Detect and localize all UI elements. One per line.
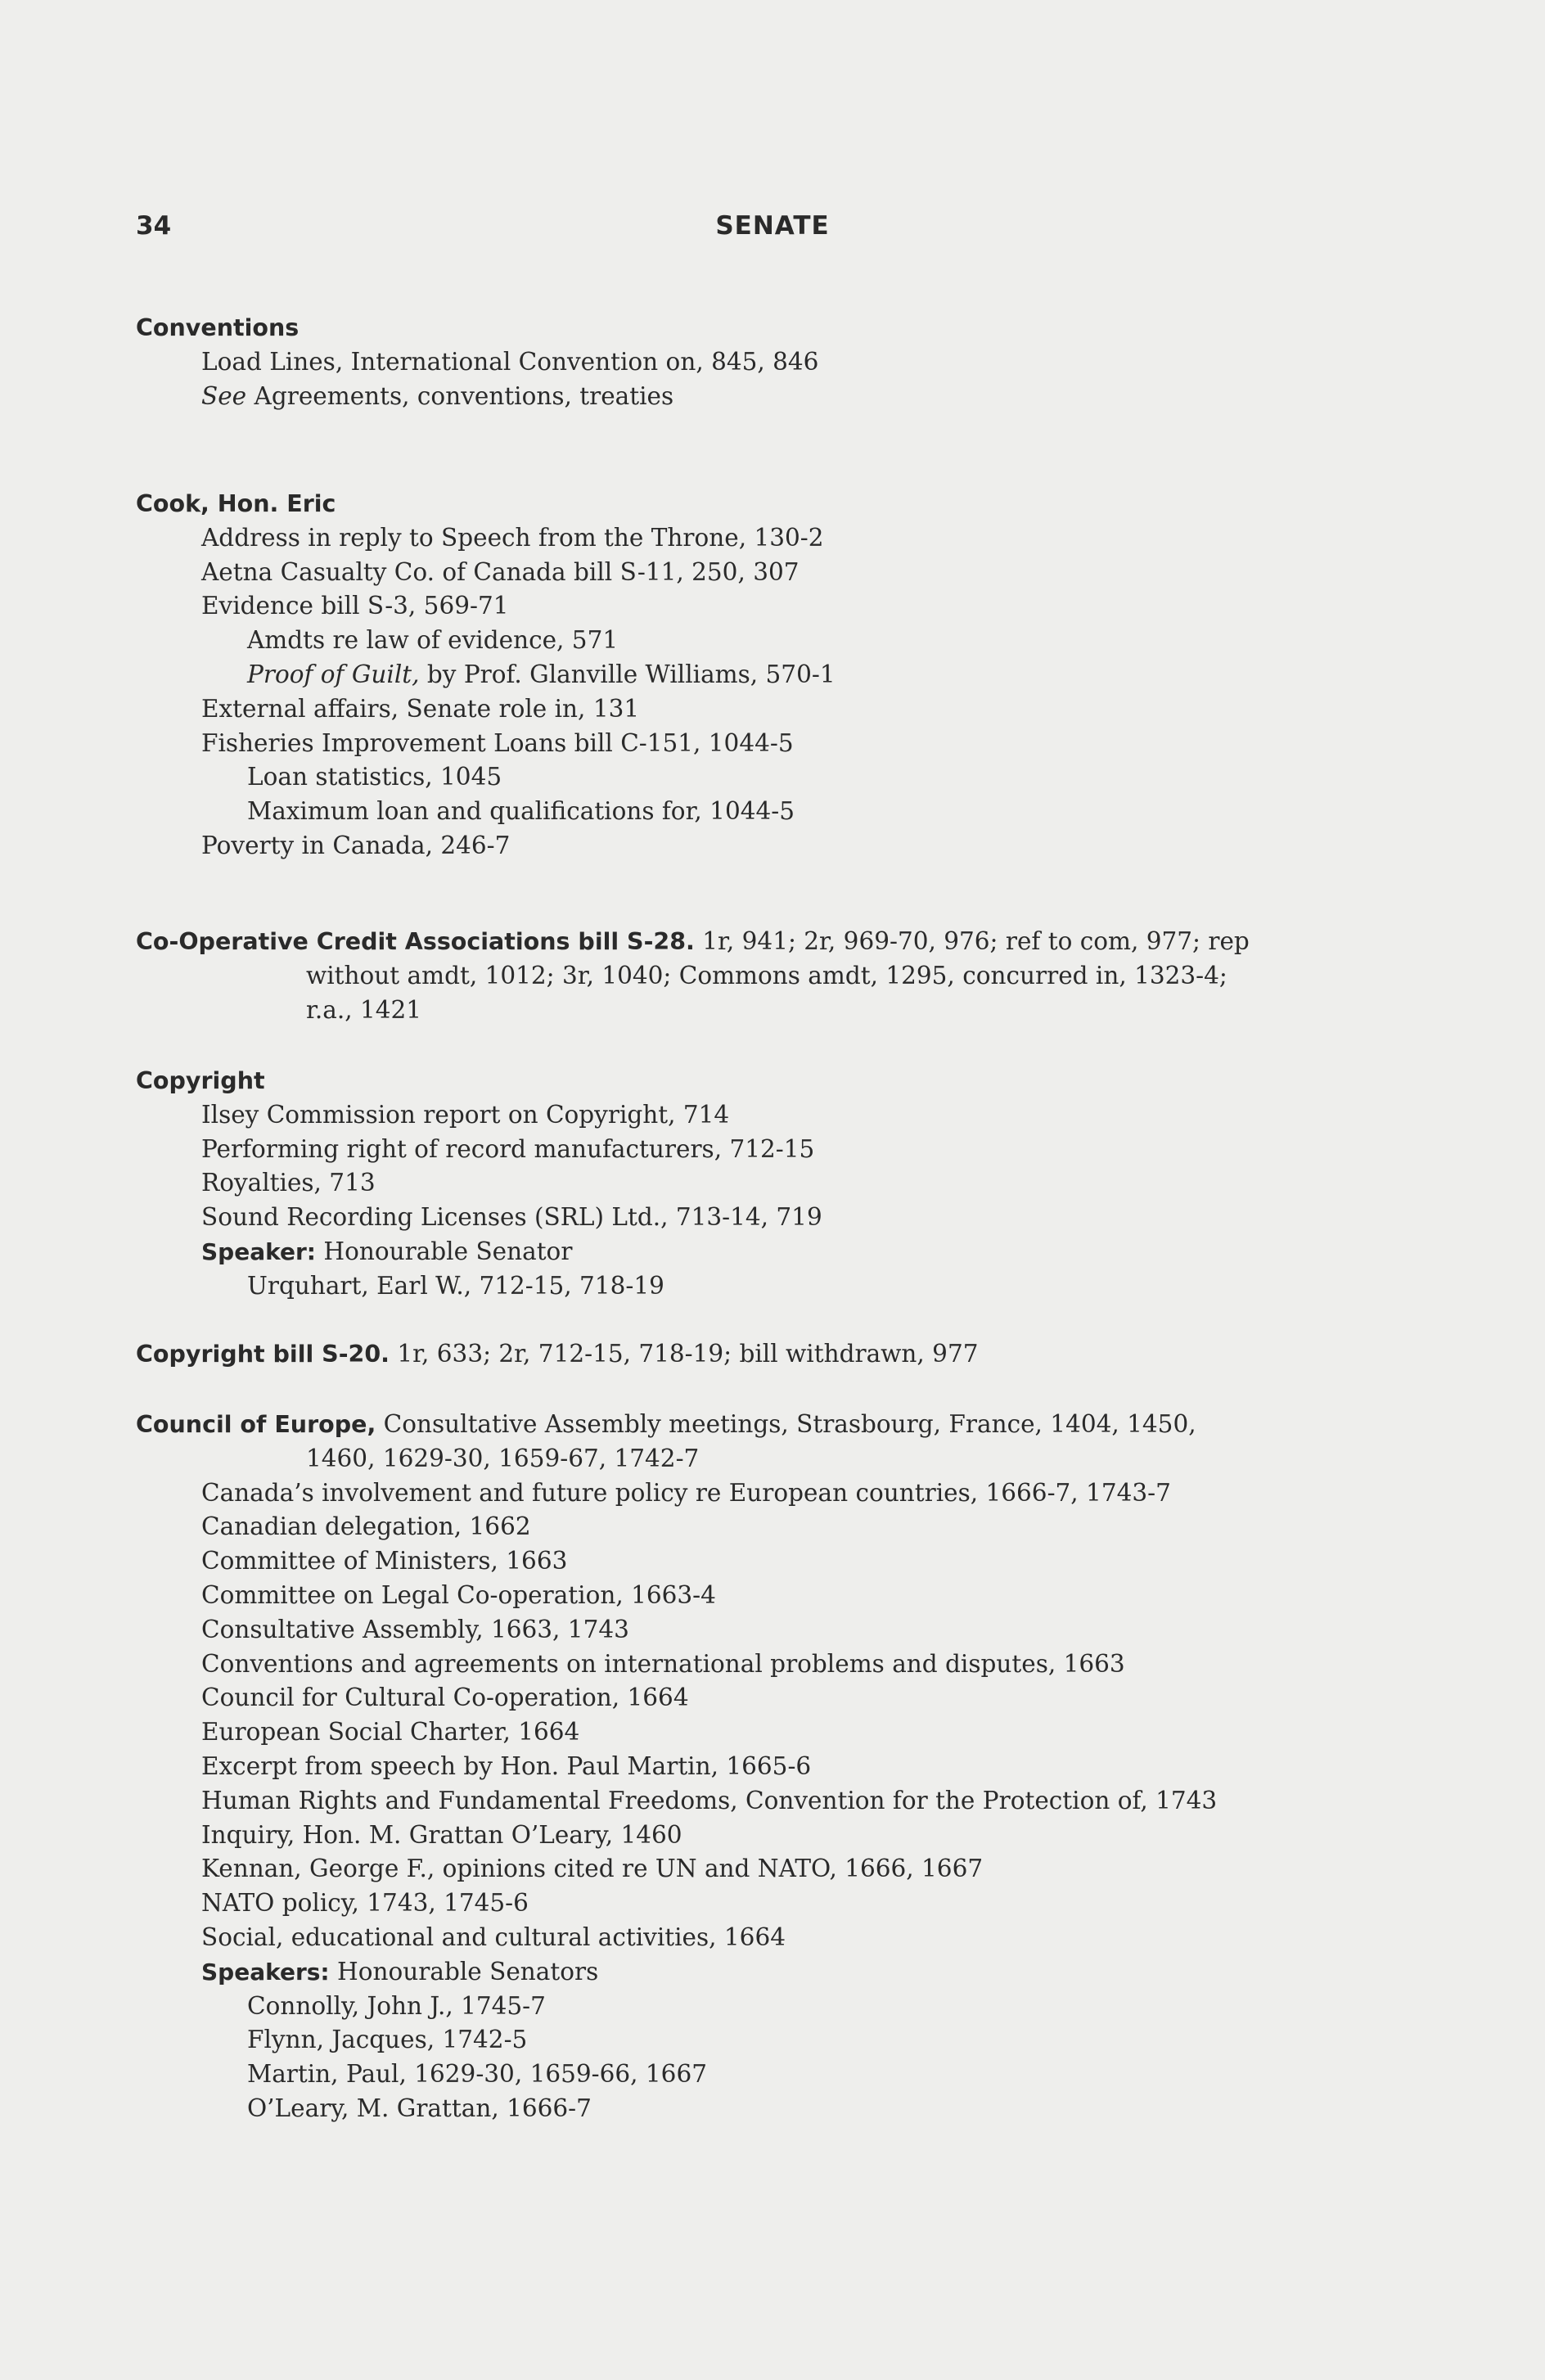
entry-heading: Cook, Hon. Eric bbox=[136, 490, 336, 517]
speaker-label: Speaker: bbox=[201, 1237, 316, 1265]
entry-conventions bbox=[136, 311, 1412, 413]
subentry: Aetna Casualty Co. of Canada bill S-11, 250, 307 bbox=[201, 557, 800, 586]
subentry: Address in reply to Speech from the Throne, 130-2 bbox=[201, 523, 824, 552]
entry-heading: Copyright bbox=[136, 1067, 265, 1094]
subentry: Kennan, George F., opinions cited re UN and NATO, 1666, 1667 bbox=[201, 1855, 984, 1883]
subentry: Poverty in Canada, 246-7 bbox=[201, 831, 511, 859]
subentry: Canada’s involvement and future policy re European countries, 1666-7, 1743-7 bbox=[201, 1478, 1171, 1507]
subentry: NATO policy, 1743, 1745-6 bbox=[201, 1889, 529, 1918]
subentry: Consultative Assembly, 1663, 1743 bbox=[201, 1615, 629, 1643]
subentry: Inquiry, Hon. M. Grattan O’Leary, 1460 bbox=[201, 1820, 682, 1849]
speaker-name: O’Leary, M. Grattan, 1666-7 bbox=[247, 2094, 592, 2122]
page-header bbox=[0, 211, 1545, 252]
subentry: Social, educational and cultural activities, 1664 bbox=[201, 1922, 786, 1951]
see-word: See bbox=[201, 381, 247, 410]
entry-heading: Co-Operative Credit Associations bill S-28. bbox=[136, 928, 695, 955]
speakers-line: Speakers: Honourable Senators bbox=[201, 1957, 599, 1986]
entry-co-operative-credit: Co-Operative Credit Associations bill S-28. 1r, 941; 2r, 969-70, 976; ref to com, 977; rep without amdt, 1012; 3r, 1040; Commons amdt, 1295, concurred in, 1323-4; r.a., 1421 bbox=[136, 925, 1412, 1027]
continuation: 1460, 1629-30, 1659-67, 1742-7 bbox=[306, 1444, 700, 1472]
page-number: 34 bbox=[136, 211, 172, 241]
see-target: Agreements, conventions, treaties bbox=[254, 381, 674, 410]
subentry: Evidence bill S-3, 569-71 bbox=[201, 592, 509, 620]
sub-subentry: Loan statistics, 1045 bbox=[247, 763, 502, 791]
entry-copyright-bill: Copyright bill S-20. 1r, 633; 2r, 712-15, 718-19; bill withdrawn, 977 bbox=[136, 1340, 979, 1368]
speaker-name: Martin, Paul, 1629-30, 1659-66, 1667 bbox=[247, 2060, 707, 2089]
entry-heading: Conventions bbox=[136, 314, 300, 341]
entry-cook bbox=[136, 487, 1412, 863]
subentry: Conventions and agreements on international problems and disputes, 1663 bbox=[201, 1649, 1125, 1678]
speaker-name: Connolly, John J., 1745-7 bbox=[247, 1991, 546, 2020]
continuation: r.a., 1421 bbox=[306, 995, 422, 1024]
subentry: Council for Cultural Co-operation, 1664 bbox=[201, 1684, 689, 1712]
subentry: Canadian delegation, 1662 bbox=[201, 1512, 531, 1541]
speaker-name: Flynn, Jacques, 1742-5 bbox=[247, 2026, 528, 2054]
subentry: Excerpt from speech by Hon. Paul Martin, 1665-6 bbox=[201, 1751, 812, 1780]
speaker-line: Speaker: Honourable Senator bbox=[201, 1237, 573, 1265]
subentry: Human Rights and Fundamental Freedoms, Convention for the Protection of, 1743 bbox=[201, 1786, 1218, 1814]
entry-copyright bbox=[136, 1064, 1412, 1304]
entry-heading: Copyright bill S-20. bbox=[136, 1341, 390, 1368]
continuation: without amdt, 1012; 3r, 1040; Commons amdt, 1295, concurred in, 1323-4; bbox=[306, 961, 1227, 989]
subentry: European Social Charter, 1664 bbox=[201, 1718, 580, 1747]
sub-subentry: Amdts re law of evidence, 571 bbox=[247, 626, 619, 655]
subentry: Committee of Ministers, 1663 bbox=[201, 1547, 568, 1575]
subentry: Sound Recording Licenses (SRL) Ltd., 713-14, 719 bbox=[201, 1203, 822, 1232]
speaker-name: Urquhart, Earl W., 712-15, 718-19 bbox=[247, 1271, 664, 1300]
subentry: Ilsey Commission report on Copyright, 714 bbox=[201, 1100, 730, 1129]
subentry: Fisheries Improvement Loans bill C-151, 1044-5 bbox=[201, 728, 794, 757]
sub-subentry: Maximum loan and qualifications for, 1044-5 bbox=[247, 797, 795, 826]
subentry: Royalties, 713 bbox=[201, 1169, 376, 1197]
speakers-label: Speakers: bbox=[201, 1958, 330, 1986]
running-title: SENATE bbox=[715, 211, 830, 241]
book-title: Proof of Guilt, bbox=[247, 660, 420, 688]
see-reference bbox=[136, 380, 1412, 414]
entry-council-of-europe: Council of Europe, Consultative Assembly meetings, Strasbourg, France, 1404, 1450, 1460, 1629-30, 1659-67, 1742-7 Canada’s involvement and future policy re European countries, 1666-7, 1743-7 Canadian delegation, 1662 Committee of Ministers, 1663 Committee on Legal Co-operation, 1663-4 Consultative Assembly, 1663, 1743 Conventions and agreements on international problems and disputes, 1663 Council for Cultural Co-operation, 1664 European Social Charter, 1664 Excerpt from speech by Hon. Paul Martin, 1665-6 Human Rights and Fundamental Freedoms, Convention for the Protection of, 1743 Inquiry, Hon. M. Grattan O’Leary, 1460 Kennan, George F., opinions cited re UN and NATO, 1666, 1667 NATO policy, 1743, 1745-6 Social, educational and cultural activities, 1664 Speakers: Honourable Senators Connolly, John J., 1745-7 Flynn, Jacques, 1742-5 Martin, Paul, 1629-30, 1659-66, 1667 O’Leary, M. Grattan, 1666-7 bbox=[136, 1408, 1412, 2126]
subentry: Performing right of record manufacturers, 712-15 bbox=[201, 1134, 815, 1163]
subentry: Load Lines, International Convention on, 845, 846 bbox=[201, 347, 819, 376]
subentry: External affairs, Senate role in, 131 bbox=[201, 694, 640, 723]
subentry: Committee on Legal Co-operation, 1663-4 bbox=[201, 1580, 716, 1609]
sub-subentry: Proof of Guilt, by Prof. Glanville Williams, 570-1 bbox=[247, 660, 836, 688]
entry-heading: Council of Europe, bbox=[136, 1411, 376, 1438]
